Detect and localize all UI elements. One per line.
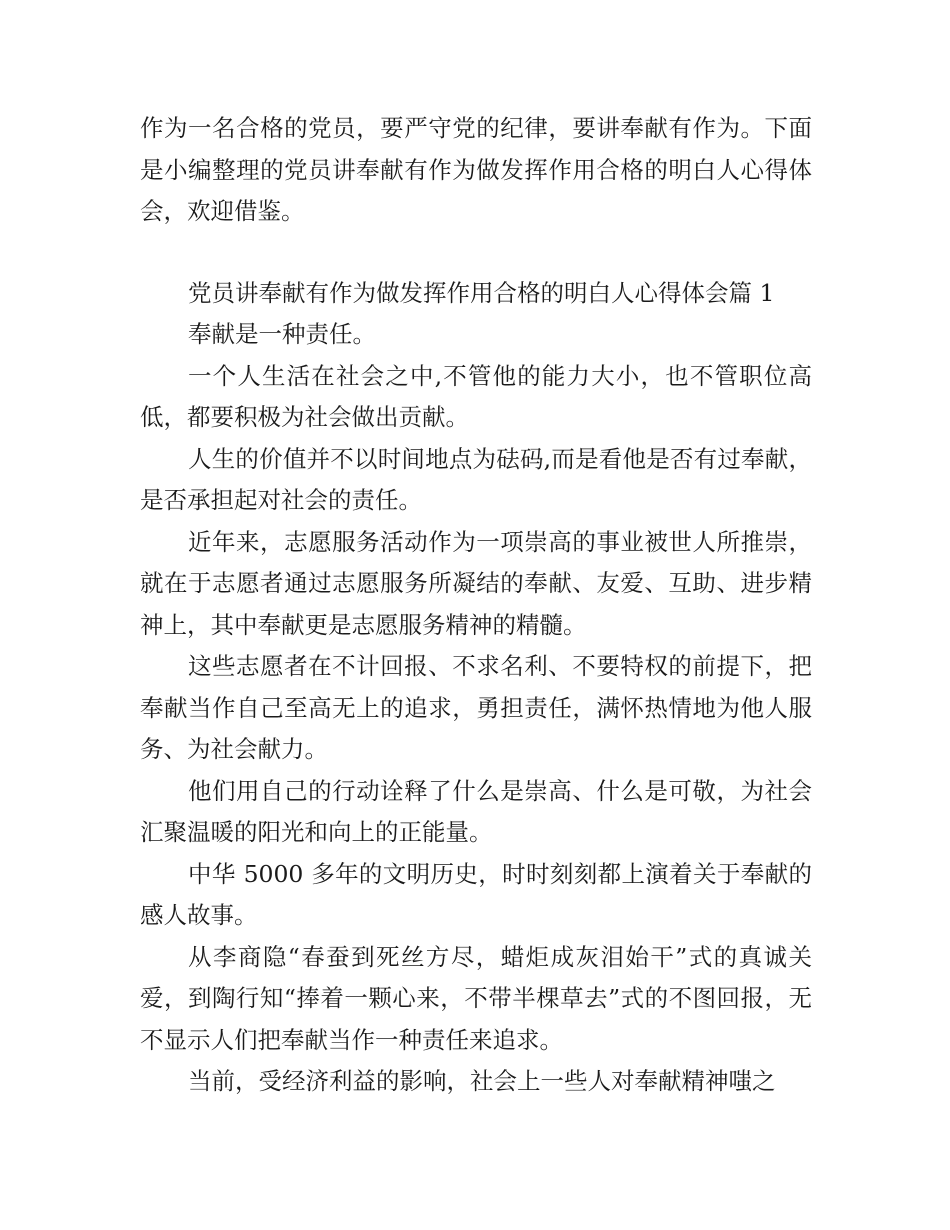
body-paragraph: 这些志愿者在不计回报、不求名利、不要特权的前提下，把奉献当作自己至高无上的追求，勇担责任，满怀热情地为他人服务、为社会献力。 [140, 652, 812, 763]
body-paragraph: 一个人生活在社会之中,不管他的能力大小，也不管职位高低，都要积极为社会做出贡献。 [140, 361, 812, 431]
body-paragraph: 当前，受经济利益的影响，社会上一些人对奉献精神嗤之 [188, 1067, 776, 1095]
body-paragraph: 他们用自己的行动诠释了什么是崇高、什么是可敬，为社会汇聚温暖的阳光和向上的正能量。 [140, 776, 812, 846]
intro-paragraph: 作为一名合格的党员，要严守党的纪律，要讲奉献有作为。下面是小编整理的党员讲奉献有作为做发挥作用合格的明白人心得体会，欢迎借鉴。 [140, 114, 812, 225]
section-heading: 党员讲奉献有作为做发挥作用合格的明白人心得体会篇 1 [188, 278, 775, 307]
body-paragraph: 人生的价值并不以时间地点为砝码,而是看他是否有过奉献，是否承担起对社会的责任。 [140, 444, 812, 514]
body-paragraph: 中华 5000 多年的文明历史，时时刻刻都上演着关于奉献的感人故事。 [140, 859, 812, 929]
body-paragraph: 从李商隐“春蚕到死丝方尽，蜡炬成灰泪始干”式的真诚关爱，到陶行知“捧着一颗心来，不带半棵草去”式的不图回报，无不显示人们把奉献当作一种责任来追求。 [140, 942, 812, 1054]
document-page [140, 108, 812, 1103]
body-paragraph: 近年来，志愿服务活动作为一项崇高的事业被世人所推崇，就在于志愿者通过志愿服务所凝结的奉献、友爱、互助、进步精神上，其中奉献更是志愿服务精神的精髓。 [140, 527, 812, 639]
body-paragraph: 奉献是一种责任。 [188, 320, 376, 348]
